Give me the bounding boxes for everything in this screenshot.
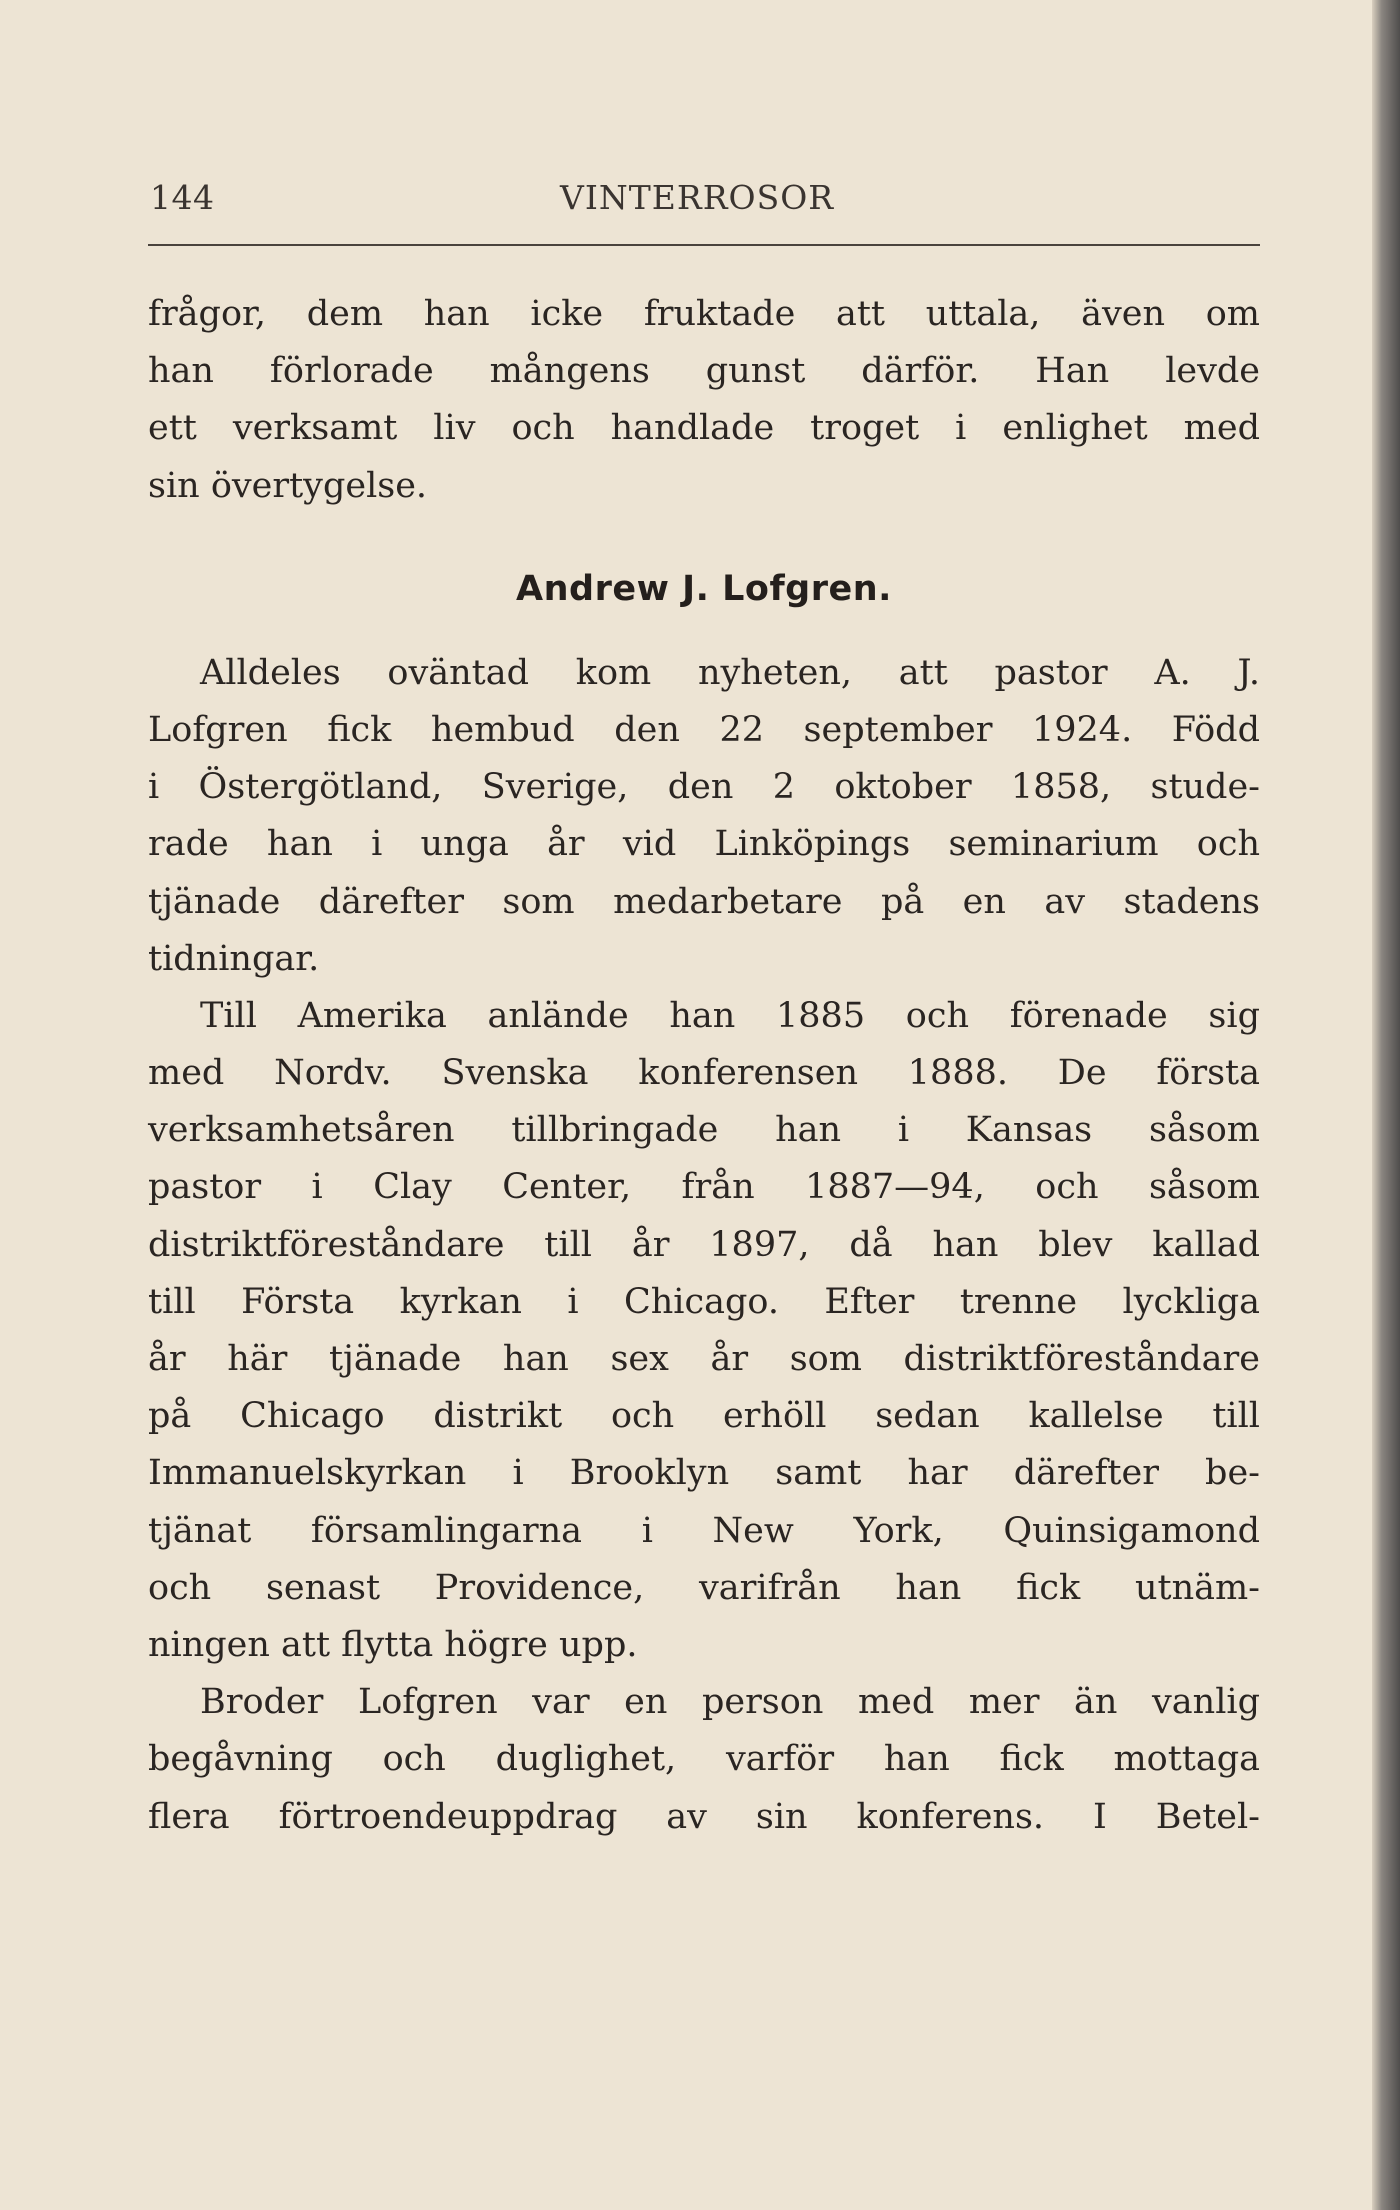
text-line: rade han i unga år vid Linköpings seminarium och [148, 824, 1260, 865]
text-line: på Chicago distrikt och erhöll sedan kallelse till [148, 1396, 1260, 1437]
text-line: begåvning och duglighet, varför han fick mottaga [148, 1739, 1260, 1780]
text-line: pastor i Clay Center, från 1887—94, och såsom [148, 1167, 1260, 1208]
section-heading: Andrew J. Lofgren. [516, 568, 892, 609]
text-line: ett verksamt liv och handlade troget i enlighet med [148, 408, 1260, 449]
page-number: 144 [150, 178, 215, 217]
body-text [148, 286, 1260, 1846]
page-edge [1372, 0, 1400, 2210]
paragraph [148, 645, 1260, 988]
text-line: med Nordv. Svenska konferensen 1888. De första [148, 1053, 1260, 1094]
text-line: år här tjänade han sex år som distriktföreståndare [148, 1339, 1260, 1379]
text-line: och senast Providence, varifrån han fick utnäm- [148, 1567, 1260, 1608]
text-line: flera förtroendeuppdrag av sin konferens. I Betel- [148, 1796, 1260, 1837]
paragraph [148, 988, 1260, 1674]
text-line: till Första kyrkan i Chicago. Efter trenne lyckliga [148, 1281, 1260, 1322]
text-line: distriktföreståndare till år 1897, då han blev kallad [148, 1224, 1260, 1265]
text-line: tjänade därefter som medarbetare på en av stadens [148, 881, 1260, 922]
paragraph-continued [148, 286, 1260, 515]
header-rule [148, 244, 1260, 246]
text-line: sin övertygelse. [148, 465, 428, 506]
page-header [150, 178, 1260, 230]
text-line: i Östergötland, Sverige, den 2 oktober 1858, stude- [148, 767, 1260, 808]
paragraph [148, 1674, 1260, 1846]
text-line: Broder Lofgren var en person med mer än vanlig [200, 1682, 1260, 1723]
text-line: frågor, dem han icke fruktade att uttala, även om [148, 294, 1260, 334]
text-line: tidningar. [148, 938, 320, 979]
text-line: ningen att flytta högre upp. [148, 1624, 638, 1665]
text-line: Till Amerika anlände han 1885 och förenade sig [200, 995, 1260, 1036]
text-line: han förlorade mångens gunst därför. Han levde [148, 351, 1260, 392]
text-line: verksamhetsåren tillbringade han i Kansas såsom [148, 1110, 1260, 1151]
running-title: VINTERROSOR [560, 178, 835, 217]
text-line: Immanuelskyrkan i Brooklyn samt har därefter be- [148, 1453, 1260, 1494]
text-line: Lofgren fick hembud den 22 september 1924. Född [148, 709, 1260, 750]
text-line: tjänat församlingarna i New York, Quinsigamond [148, 1510, 1260, 1551]
text-line: Alldeles oväntad kom nyheten, att pastor A. J. [200, 652, 1260, 693]
